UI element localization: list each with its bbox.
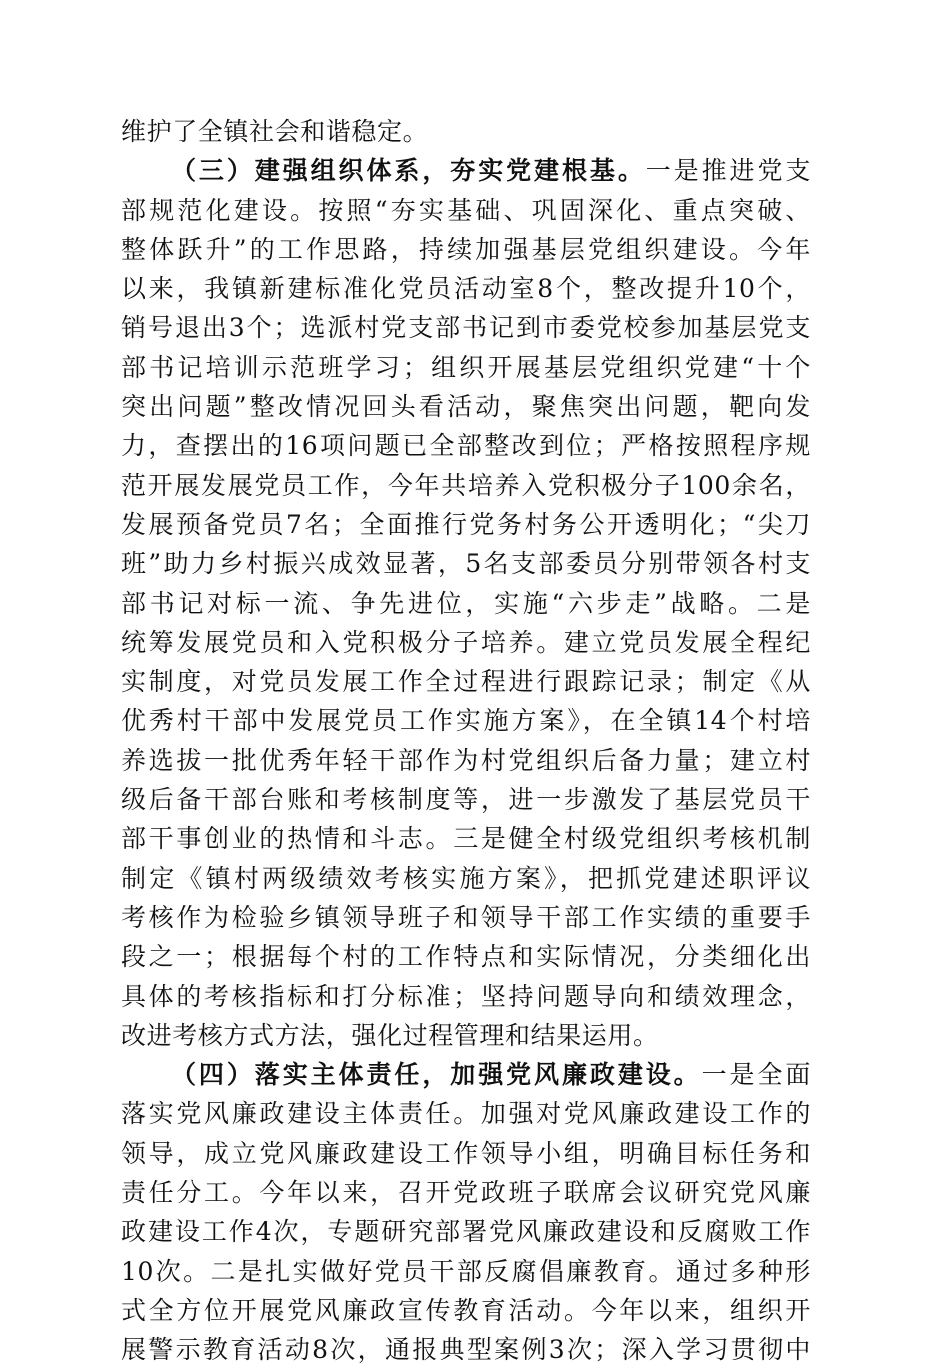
- text-line: [121, 1252, 811, 1291]
- text-line: [121, 1330, 811, 1369]
- text-line: [121, 937, 811, 976]
- line-text: 政建设工作4次，专题研究部署党风廉政建设和反腐败工作: [121, 1217, 811, 1247]
- line-text: 范开展发展党员工作，今年共培养入党积极分子100余名，: [121, 470, 811, 500]
- line-text: 销号退出3个；选派村党支部书记到市委党校参加基层党支: [121, 313, 811, 343]
- text-line: [121, 1016, 811, 1055]
- line-text: 维护了全镇社会和谐稳定。: [121, 117, 429, 146]
- text-line: [121, 505, 811, 544]
- line-text: 具体的考核指标和打分标准；坚持问题导向和绩效理念，: [121, 981, 811, 1011]
- line-text: 式全方位开展党风廉政宣传教育活动。今年以来，组织开: [121, 1295, 811, 1325]
- line-text: 一是全面: [701, 1060, 811, 1090]
- line-text: 考核作为检验乡镇领导班子和领导干部工作实绩的重要手: [121, 902, 811, 932]
- text-line: [121, 1134, 811, 1173]
- text-line: [121, 466, 811, 505]
- line-text: 部书记对标一流、争先进位，实施“六步走”战略。二是: [121, 588, 811, 618]
- text-line: [121, 269, 811, 308]
- text-line: [121, 387, 811, 426]
- text-line: [121, 819, 811, 858]
- text-line: [121, 348, 811, 387]
- text-line: [121, 191, 811, 230]
- text-line: [121, 898, 811, 937]
- text-line: [121, 623, 811, 662]
- text-line: [121, 662, 811, 701]
- line-text: 力，查摆出的16项问题已全部整改到位；严格按照程序规: [121, 431, 811, 461]
- line-text: 级后备干部台账和考核制度等，进一步激发了基层党员干: [121, 785, 811, 815]
- text-line: [121, 544, 811, 583]
- line-text: 发展预备党员7名；全面推行党务村务公开透明化；“尖刀: [121, 509, 811, 539]
- text-line: [121, 701, 811, 740]
- text-line: [121, 308, 811, 347]
- line-text: 制定《镇村两级绩效考核实施方案》，把抓党建述职评议: [121, 863, 811, 893]
- line-text: 以来，我镇新建标准化党员活动室8个，整改提升10个，: [121, 274, 811, 304]
- text-line: [121, 230, 811, 269]
- line-text: 落实党风廉政建设主体责任。加强对党风廉政建设工作的: [121, 1099, 811, 1129]
- text-line: [121, 1094, 811, 1133]
- line-text: 部书记培训示范班学习；组织开展基层党组织党建“十个: [121, 352, 811, 382]
- section-heading-line: [121, 1055, 811, 1094]
- section-heading-4: （四）落实主体责任，加强党风廉政建设。: [171, 1060, 702, 1090]
- line-text: 领导，成立党风廉政建设工作领导小组，明确目标任务和: [121, 1138, 811, 1168]
- line-text: 部规范化建设。按照“夯实基础、巩固深化、重点突破、: [121, 195, 811, 225]
- text-line: [121, 977, 811, 1016]
- text-line: [121, 1173, 811, 1212]
- text-line: [121, 859, 811, 898]
- line-text: 统筹发展党员和入党积极分子培养。建立党员发展全程纪: [121, 627, 811, 657]
- text-line: [121, 1212, 811, 1251]
- line-text: 整体跃升”的工作思路，持续加强基层党组织建设。今年: [121, 234, 811, 264]
- line-text: 班”助力乡村振兴成效显著，5名支部委员分别带领各村支: [121, 549, 811, 579]
- line-text: 突出问题”整改情况回头看活动，聚焦突出问题，靶向发: [121, 392, 811, 422]
- line-text: 一是推进党支: [645, 156, 811, 186]
- line-text: 养选拔一批优秀年轻干部作为村党组织后备力量；建立村: [121, 745, 811, 775]
- text-line: [121, 1291, 811, 1330]
- line-text: 优秀村干部中发展党员工作实施方案》，在全镇14个村培: [121, 706, 811, 736]
- line-text: 段之一；根据每个村的工作特点和实际情况，分类细化出: [121, 942, 811, 972]
- text-line: [121, 741, 811, 780]
- text-line: [121, 780, 811, 819]
- section-heading-line: [121, 151, 811, 190]
- line-text: 部干事创业的热情和斗志。三是健全村级党组织考核机制: [121, 824, 811, 854]
- line-text: 10次。二是扎实做好党员干部反腐倡廉教育。通过多种形: [121, 1256, 811, 1286]
- text-line: [121, 584, 811, 623]
- text-line: [121, 426, 811, 465]
- line-text: 展警示教育活动8次，通报典型案例3次；深入学习贯彻中: [121, 1335, 811, 1365]
- line-text: 责任分工。今年以来，召开党政班子联席会议研究党风廉: [121, 1178, 811, 1208]
- section-heading-3: （三）建强组织体系，夯实党建根基。: [171, 156, 646, 186]
- body-text: [121, 112, 811, 1370]
- text-line: [121, 112, 811, 151]
- line-text: 改进考核方式方法，强化过程管理和结果运用。: [121, 1020, 659, 1050]
- line-text: 实制度，对党员发展工作全过程进行跟踪记录；制定《从: [121, 667, 811, 697]
